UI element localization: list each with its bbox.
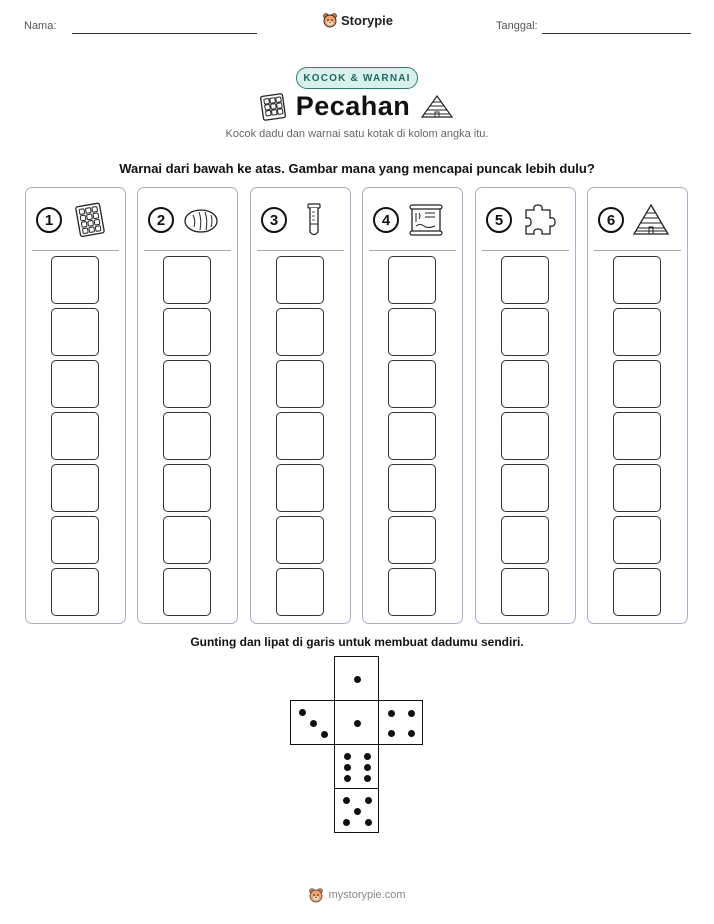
die-pip — [343, 797, 350, 804]
column-number: 5 — [486, 207, 512, 233]
page-title: Pecahan — [295, 91, 411, 121]
brand-logo — [322, 12, 393, 28]
die-pip — [354, 720, 361, 727]
color-box[interactable] — [51, 256, 99, 304]
color-box[interactable] — [276, 360, 324, 408]
chocolate-bar-icon — [260, 93, 286, 121]
color-box[interactable] — [388, 568, 436, 616]
die-face-4 — [378, 700, 423, 745]
die-pip — [344, 775, 351, 782]
color-box[interactable] — [388, 412, 436, 460]
column-header — [148, 200, 231, 240]
column-number: 6 — [598, 207, 624, 233]
column-number: 1 — [36, 207, 62, 233]
color-box[interactable] — [388, 308, 436, 356]
die-pip — [408, 710, 415, 717]
color-box[interactable] — [501, 412, 549, 460]
column-2 — [137, 187, 238, 624]
color-box[interactable] — [163, 256, 211, 304]
bear-logo-icon — [308, 887, 324, 903]
color-box[interactable] — [276, 412, 324, 460]
color-box[interactable] — [51, 516, 99, 564]
color-box[interactable] — [51, 412, 99, 460]
color-box[interactable] — [51, 360, 99, 408]
die-pip — [365, 797, 372, 804]
die-pip — [388, 730, 395, 737]
puzzle-piece-icon — [520, 202, 558, 238]
color-box[interactable] — [51, 464, 99, 512]
date-line[interactable] — [542, 33, 691, 34]
die-face-6 — [334, 744, 379, 789]
color-box[interactable] — [276, 308, 324, 356]
color-box[interactable] — [388, 516, 436, 564]
color-box[interactable] — [163, 308, 211, 356]
color-box[interactable] — [388, 360, 436, 408]
column-5 — [475, 187, 576, 624]
color-box[interactable] — [501, 516, 549, 564]
column-number: 3 — [261, 207, 287, 233]
pyramid-icon — [420, 94, 454, 120]
color-box[interactable] — [163, 568, 211, 616]
die-pip — [344, 753, 351, 760]
color-box[interactable] — [613, 308, 661, 356]
color-box[interactable] — [613, 412, 661, 460]
die-pip — [408, 730, 415, 737]
column-divider — [257, 250, 344, 251]
color-box[interactable] — [163, 516, 211, 564]
color-box[interactable] — [613, 360, 661, 408]
die-pip — [299, 709, 306, 716]
color-box[interactable] — [163, 360, 211, 408]
die-pip — [364, 775, 371, 782]
color-box[interactable] — [388, 464, 436, 512]
color-box[interactable] — [51, 568, 99, 616]
subtitle: Kocok dadu dan warnai satu kotak di kolom angka itu. — [225, 128, 489, 140]
die-pip — [321, 731, 328, 738]
column-header — [598, 200, 681, 240]
column-3 — [250, 187, 351, 624]
die-pip — [354, 676, 361, 683]
die-pip — [354, 808, 361, 815]
die-pip — [310, 720, 317, 727]
color-box[interactable] — [613, 516, 661, 564]
column-header — [486, 200, 569, 240]
bread-loaf-icon — [182, 202, 220, 238]
color-box[interactable] — [501, 568, 549, 616]
color-box[interactable] — [276, 568, 324, 616]
column-divider — [369, 250, 456, 251]
color-box[interactable] — [501, 256, 549, 304]
die-face-1 — [334, 700, 379, 745]
die-pip — [343, 819, 350, 826]
chocolate-bar-icon — [70, 202, 108, 238]
color-box[interactable] — [276, 464, 324, 512]
color-box[interactable] — [613, 568, 661, 616]
color-box[interactable] — [501, 464, 549, 512]
column-divider — [144, 250, 231, 251]
instruction: Warnai dari bawah ke atas. Gambar mana yang mencapai puncak lebih dulu? — [119, 161, 595, 176]
column-divider — [482, 250, 569, 251]
bear-logo-icon — [322, 12, 338, 28]
die-pip — [364, 753, 371, 760]
column-header — [261, 200, 344, 240]
color-box[interactable] — [501, 308, 549, 356]
color-box[interactable] — [501, 360, 549, 408]
die-pip — [344, 764, 351, 771]
date-label: Tanggal: — [496, 20, 538, 32]
column-4 — [362, 187, 463, 624]
color-box[interactable] — [163, 464, 211, 512]
column-6 — [587, 187, 688, 624]
column-1 — [25, 187, 126, 624]
cut-instruction: Gunting dan lipat di garis untuk membuat dadumu sendiri. — [190, 635, 524, 649]
activity-badge: KOCOK & WARNAI — [296, 67, 418, 89]
test-tube-icon — [295, 202, 333, 238]
footer-url: mystorypie.com — [328, 889, 406, 901]
scroll-icon — [407, 202, 445, 238]
coloring-columns — [25, 187, 689, 624]
color-box[interactable] — [51, 308, 99, 356]
die-face-5 — [334, 788, 379, 833]
die-pip — [365, 819, 372, 826]
column-header — [373, 200, 456, 240]
name-line[interactable] — [72, 33, 257, 34]
color-box[interactable] — [276, 256, 324, 304]
title-row — [0, 91, 714, 122]
column-divider — [594, 250, 681, 251]
color-box[interactable] — [388, 256, 436, 304]
die-pip — [364, 764, 371, 771]
footer — [0, 887, 714, 903]
column-number: 2 — [148, 207, 174, 233]
pyramid-icon — [632, 202, 670, 238]
column-header — [36, 200, 119, 240]
die-face-3 — [290, 700, 335, 745]
name-label: Nama: — [24, 20, 57, 32]
color-box[interactable] — [613, 256, 661, 304]
color-box[interactable] — [613, 464, 661, 512]
die-pip — [388, 710, 395, 717]
column-divider — [32, 250, 119, 251]
brand-name: Storypie — [341, 12, 394, 28]
color-box[interactable] — [276, 516, 324, 564]
column-number: 4 — [373, 207, 399, 233]
die-face-1 — [334, 656, 379, 701]
color-box[interactable] — [163, 412, 211, 460]
